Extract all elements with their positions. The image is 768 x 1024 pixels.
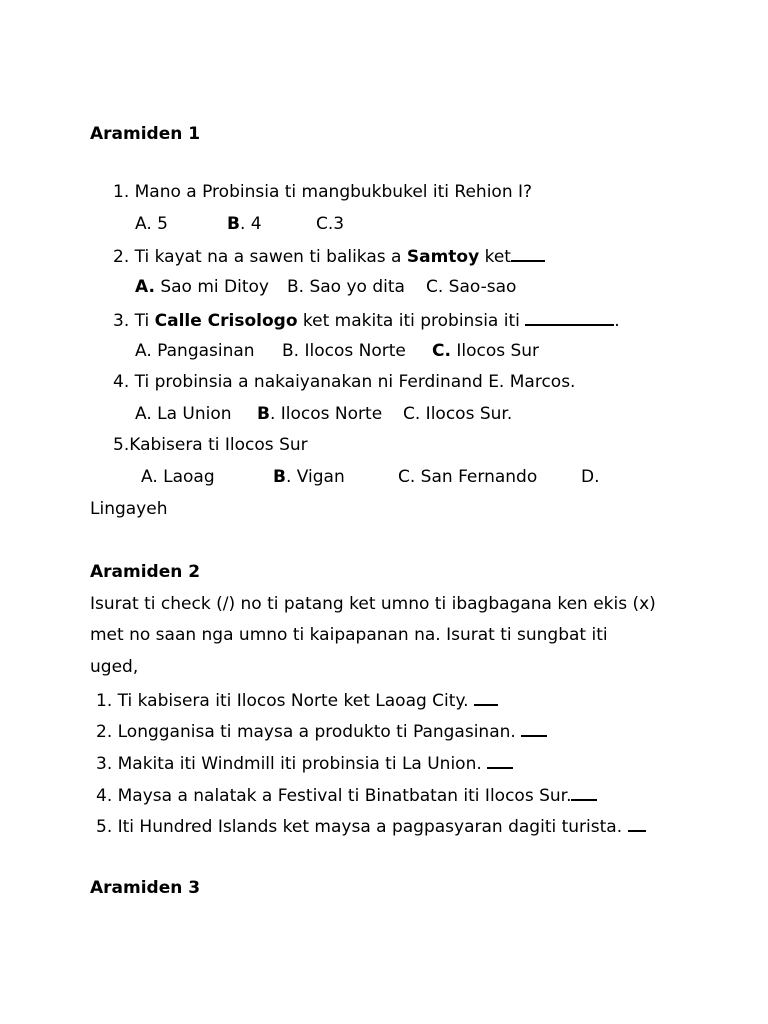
statement-text: 5. Iti Hundred Islands ket maysa a pagpasyaran dagiti turista. <box>96 817 628 837</box>
statement-text: 2. Longganisa ti maysa a produkto ti Pangasinan. <box>96 722 522 742</box>
instruction-line-1: Isurat ti check (/) no ti patang ket umno ti ibagbagana ken ekis (x) <box>90 594 656 614</box>
q3-text-pre: 3. Ti <box>113 311 155 331</box>
question-5: 5.Kabisera ti Ilocos Sur <box>113 435 308 455</box>
q4-option-a: A. La Union <box>135 404 232 424</box>
q4-option-b-text: . Ilocos Norte <box>269 404 383 424</box>
statement-4 <box>96 783 597 807</box>
q3-text-bold: Calle Crisologo <box>154 311 298 331</box>
statement-2 <box>96 719 547 743</box>
q2-option-a <box>135 276 269 298</box>
q5-option-d-wrap: Lingayeh <box>90 499 168 519</box>
question-2 <box>113 244 545 268</box>
q2-option-a-text: Sao mi Ditoy <box>154 277 269 297</box>
instruction-line-2: met no saan nga umno ti kaipapanan na. Isurat ti sungbat iti <box>90 625 608 645</box>
question-1: 1. Mano a Probinsia ti mangbukbukel iti Rehion I? <box>113 182 533 202</box>
q3-text-post: ket makita iti probinsia iti <box>297 311 526 331</box>
statement-5 <box>96 814 646 838</box>
q2-option-a-letter: A. <box>135 277 155 297</box>
q4-option-b <box>257 403 382 425</box>
q5-option-d: D. <box>581 467 600 487</box>
statement-answer-blank <box>571 783 597 801</box>
statement-text: 3. Makita iti Windmill iti probinsia ti La Union. <box>96 754 488 774</box>
statement-text: 1. Ti kabisera iti Ilocos Norte ket Laoag City. <box>96 691 474 711</box>
q2-text-bold: Samtoy <box>406 247 480 267</box>
question-3 <box>113 308 620 332</box>
statement-1 <box>96 688 498 712</box>
q4-option-b-letter: B <box>257 404 270 424</box>
statement-text: 4. Maysa a nalatak a Festival ti Binatbatan iti Ilocos Sur. <box>96 786 572 806</box>
section-2-title: Aramiden 2 <box>90 562 201 582</box>
q4-option-c: C. Ilocos Sur. <box>403 404 513 424</box>
section-3-title: Aramiden 3 <box>90 878 201 898</box>
statement-3 <box>96 751 513 775</box>
q2-text-pre: 2. Ti kayat na a sawen ti balikas a <box>113 247 407 267</box>
q3-option-c-letter: C. <box>432 341 451 361</box>
q3-answer-blank <box>525 308 614 326</box>
q5-option-b <box>273 466 345 488</box>
q5-option-a: A. Laoag <box>141 467 215 487</box>
instruction-line-3: uged, <box>90 657 139 677</box>
section-1-title: Aramiden 1 <box>90 124 201 144</box>
statement-answer-blank <box>474 688 498 706</box>
q2-text-post: ket <box>479 247 511 267</box>
q5-option-c: C. San Fernando <box>398 467 538 487</box>
q3-option-b: B. Ilocos Norte <box>282 341 406 361</box>
q3-text-end: . <box>614 311 620 331</box>
statement-answer-blank <box>521 719 547 737</box>
statement-answer-blank <box>487 751 513 769</box>
q1-option-a: A. 5 <box>135 214 168 234</box>
q5-option-b-letter: B <box>273 467 286 487</box>
q2-answer-blank <box>511 244 545 262</box>
q1-option-b-text: . 4 <box>239 214 262 234</box>
q1-option-b <box>227 213 262 235</box>
q1-option-b-letter: B <box>227 214 240 234</box>
q3-option-c-text: Ilocos Sur <box>450 341 540 361</box>
question-4: 4. Ti probinsia a nakaiyanakan ni Ferdinand E. Marcos. <box>113 372 576 392</box>
statement-answer-blank <box>628 814 646 832</box>
q2-option-c: C. Sao-sao <box>426 277 517 297</box>
q5-option-b-text: . Vigan <box>285 467 345 487</box>
q3-option-a: A. Pangasinan <box>135 341 255 361</box>
q1-option-c: C.3 <box>316 214 345 234</box>
q3-option-c <box>432 340 539 362</box>
q2-option-b: B. Sao yo dita <box>287 277 405 297</box>
